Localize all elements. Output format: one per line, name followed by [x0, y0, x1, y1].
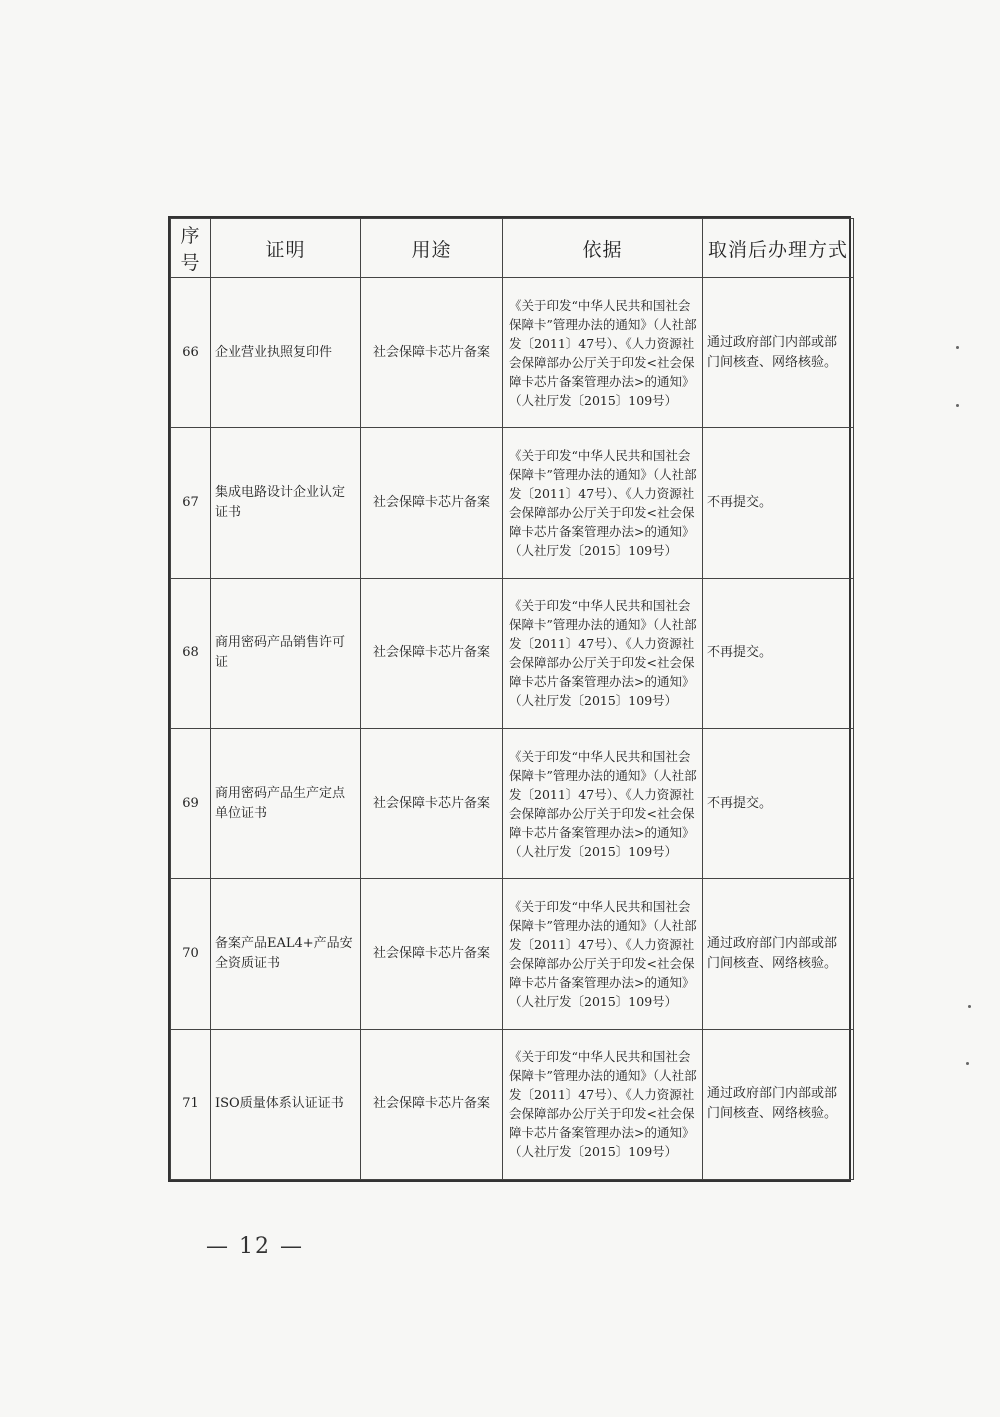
row-method: 通过政府部门内部或部门间核查、网络核验。 [703, 879, 854, 1029]
table-header-row [171, 219, 854, 278]
table-row [171, 728, 854, 878]
row-basis: 《关于印发“中华人民共和国社会保障卡”管理办法的通知》（人社部发〔2011〕47号）、《人力资源社会保障部办公厅关于印发<社会保障卡芯片备案管理办法>的通知》（人社厅发〔2015〕109号） [503, 278, 703, 428]
row-use: 社会保障卡芯片备案 [361, 728, 503, 878]
row-number: 71 [171, 1029, 211, 1179]
header-number: 序号 [171, 219, 211, 278]
row-certificate: 备案产品EAL4+产品安全资质证书 [211, 879, 361, 1029]
header-method: 取消后办理方式 [703, 219, 854, 278]
row-number: 70 [171, 879, 211, 1029]
row-method: 不再提交。 [703, 578, 854, 728]
row-use: 社会保障卡芯片备案 [361, 1029, 503, 1179]
certificate-table [168, 216, 851, 1182]
row-certificate: 商用密码产品销售许可证 [211, 578, 361, 728]
row-certificate: ISO质量体系认证证书 [211, 1029, 361, 1179]
scan-speck [956, 346, 959, 349]
row-number: 66 [171, 278, 211, 428]
row-number: 68 [171, 578, 211, 728]
row-certificate: 企业营业执照复印件 [211, 278, 361, 428]
header-certificate: 证明 [211, 219, 361, 278]
page-number: — 12 — [206, 1234, 304, 1259]
table-row [171, 578, 854, 728]
scan-speck [956, 404, 959, 407]
row-basis: 《关于印发“中华人民共和国社会保障卡”管理办法的通知》（人社部发〔2011〕47号）、《人力资源社会保障部办公厅关于印发<社会保障卡芯片备案管理办法>的通知》（人社厅发〔2015〕109号） [503, 428, 703, 578]
scan-speck [968, 1005, 971, 1008]
header-basis: 依据 [503, 219, 703, 278]
row-basis: 《关于印发“中华人民共和国社会保障卡”管理办法的通知》（人社部发〔2011〕47号）、《人力资源社会保障部办公厅关于印发<社会保障卡芯片备案管理办法>的通知》（人社厅发〔2015〕109号） [503, 728, 703, 878]
row-basis: 《关于印发“中华人民共和国社会保障卡”管理办法的通知》（人社部发〔2011〕47号）、《人力资源社会保障部办公厅关于印发<社会保障卡芯片备案管理办法>的通知》（人社厅发〔2015〕109号） [503, 879, 703, 1029]
row-basis: 《关于印发“中华人民共和国社会保障卡”管理办法的通知》（人社部发〔2011〕47号）、《人力资源社会保障部办公厅关于印发<社会保障卡芯片备案管理办法>的通知》（人社厅发〔2015〕109号） [503, 1029, 703, 1179]
table-row [171, 879, 854, 1029]
table-row [171, 1029, 854, 1179]
scan-speck [966, 1062, 969, 1065]
header-use: 用途 [361, 219, 503, 278]
row-method: 通过政府部门内部或部门间核查、网络核验。 [703, 278, 854, 428]
row-method: 不再提交。 [703, 428, 854, 578]
row-method: 不再提交。 [703, 728, 854, 878]
row-use: 社会保障卡芯片备案 [361, 578, 503, 728]
row-basis: 《关于印发“中华人民共和国社会保障卡”管理办法的通知》（人社部发〔2011〕47号）、《人力资源社会保障部办公厅关于印发<社会保障卡芯片备案管理办法>的通知》（人社厅发〔2015〕109号） [503, 578, 703, 728]
row-method: 通过政府部门内部或部门间核查、网络核验。 [703, 1029, 854, 1179]
table-row [171, 278, 854, 428]
row-number: 69 [171, 728, 211, 878]
row-use: 社会保障卡芯片备案 [361, 278, 503, 428]
row-number: 67 [171, 428, 211, 578]
row-use: 社会保障卡芯片备案 [361, 879, 503, 1029]
row-certificate: 集成电路设计企业认定证书 [211, 428, 361, 578]
row-use: 社会保障卡芯片备案 [361, 428, 503, 578]
row-certificate: 商用密码产品生产定点单位证书 [211, 728, 361, 878]
table-row [171, 428, 854, 578]
